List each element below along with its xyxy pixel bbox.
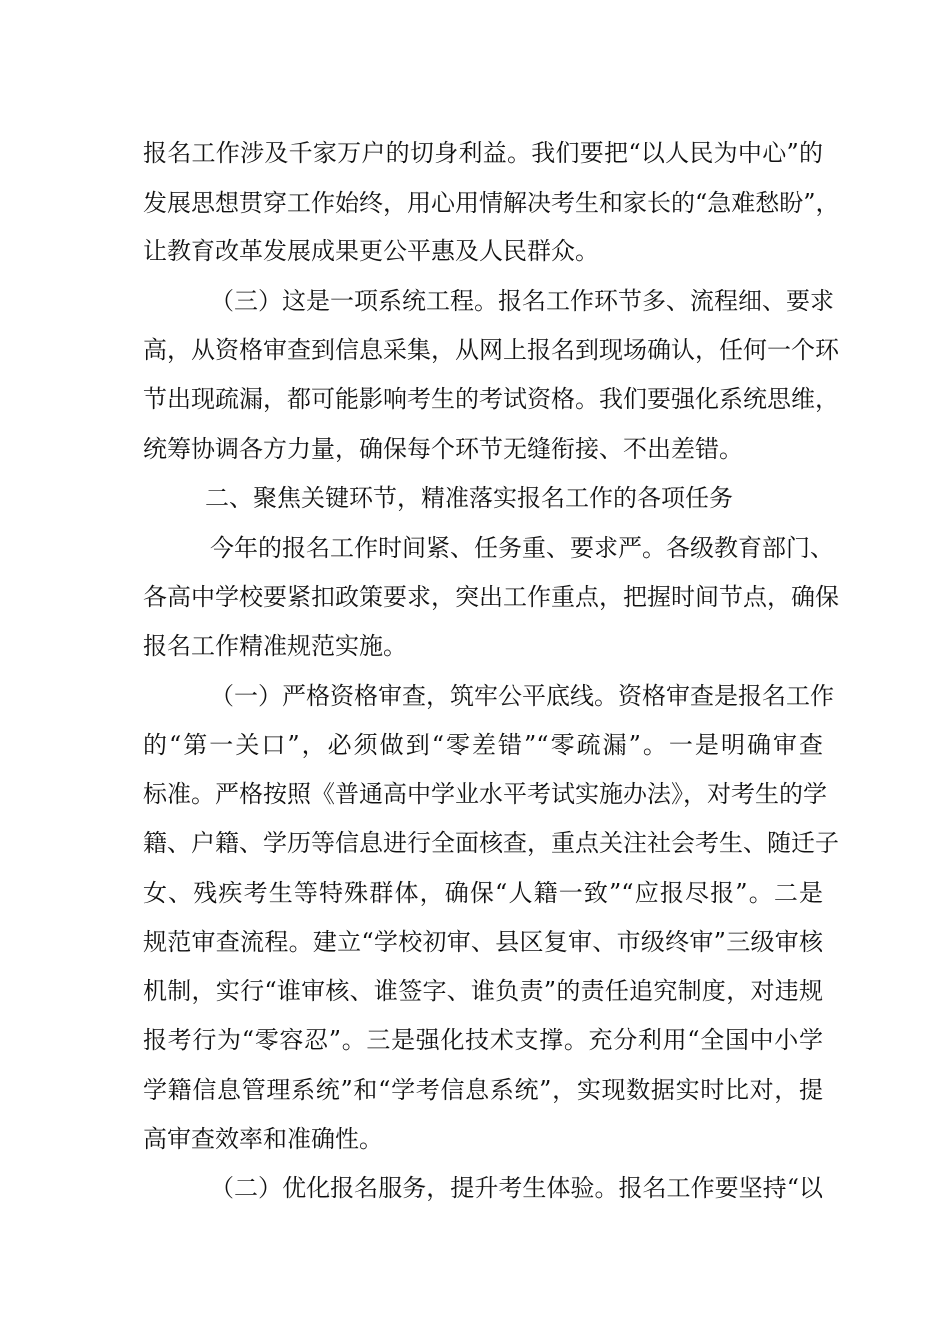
section-heading: 二、聚焦关键环节，精准落实报名工作的各项任务 xyxy=(205,484,733,512)
text-line: 高，从资格审查到信息采集，从网上报名到现场确认，任何一个环 xyxy=(143,336,839,364)
text-line: 规范审查流程。建立“学校初审、县区复审、市级终审”三级审核 xyxy=(143,928,823,956)
text-line: 报考行为“零容忍”。三是强化技术支撑。充分利用“全国中小学 xyxy=(143,1026,823,1054)
text-line: 报名工作涉及千家万户的切身利益。我们要把“以人民为中心”的 xyxy=(143,139,823,167)
text-line: 今年的报名工作时间紧、任务重、要求严。各级教育部门、 xyxy=(210,534,834,562)
text-line: 统筹协调各方力量，确保每个环节无缝衔接、不出差错。 xyxy=(143,435,743,463)
text-line: 发展思想贯穿工作始终，用心用情解决考生和家长的“急难愁盼”， xyxy=(143,189,840,217)
text-line: 节出现疏漏，都可能影响考生的考试资格。我们要强化系统思维， xyxy=(143,385,839,413)
text-line: 各高中学校要紧扣政策要求，突出工作重点，把握时间节点，确保 xyxy=(143,583,839,611)
text-line: （一）严格资格审查，筑牢公平底线。资格审查是报名工作 xyxy=(210,682,834,710)
text-line: 的“第一关口”，必须做到“零差错”“零疏漏”。一是明确审查 xyxy=(143,731,823,759)
text-line: 高审查效率和准确性。 xyxy=(143,1125,383,1153)
text-line: 机制，实行“谁审核、谁签字、谁负责”的责任追究制度，对违规 xyxy=(143,977,823,1005)
text-line: 女、残疾考生等特殊群体，确保“人籍一致”“应报尽报”。二是 xyxy=(143,879,823,907)
text-line: 报名工作精准规范实施。 xyxy=(143,632,407,660)
text-line: （二）优化报名服务，提升考生体验。报名工作要坚持“以 xyxy=(210,1174,823,1202)
text-line: 籍、户籍、学历等信息进行全面核查，重点关注社会考生、随迁子 xyxy=(143,829,839,857)
text-line: 让教育改革发展成果更公平惠及人民群众。 xyxy=(143,237,599,265)
text-line: 学籍信息管理系统”和“学考信息系统”，实现数据实时比对，提 xyxy=(143,1076,823,1104)
text-line: （三）这是一项系统工程。报名工作环节多、流程细、要求 xyxy=(210,287,834,315)
text-line: 标准。严格按照《普通高中学业水平考试实施办法》，对考生的学 xyxy=(143,780,827,808)
